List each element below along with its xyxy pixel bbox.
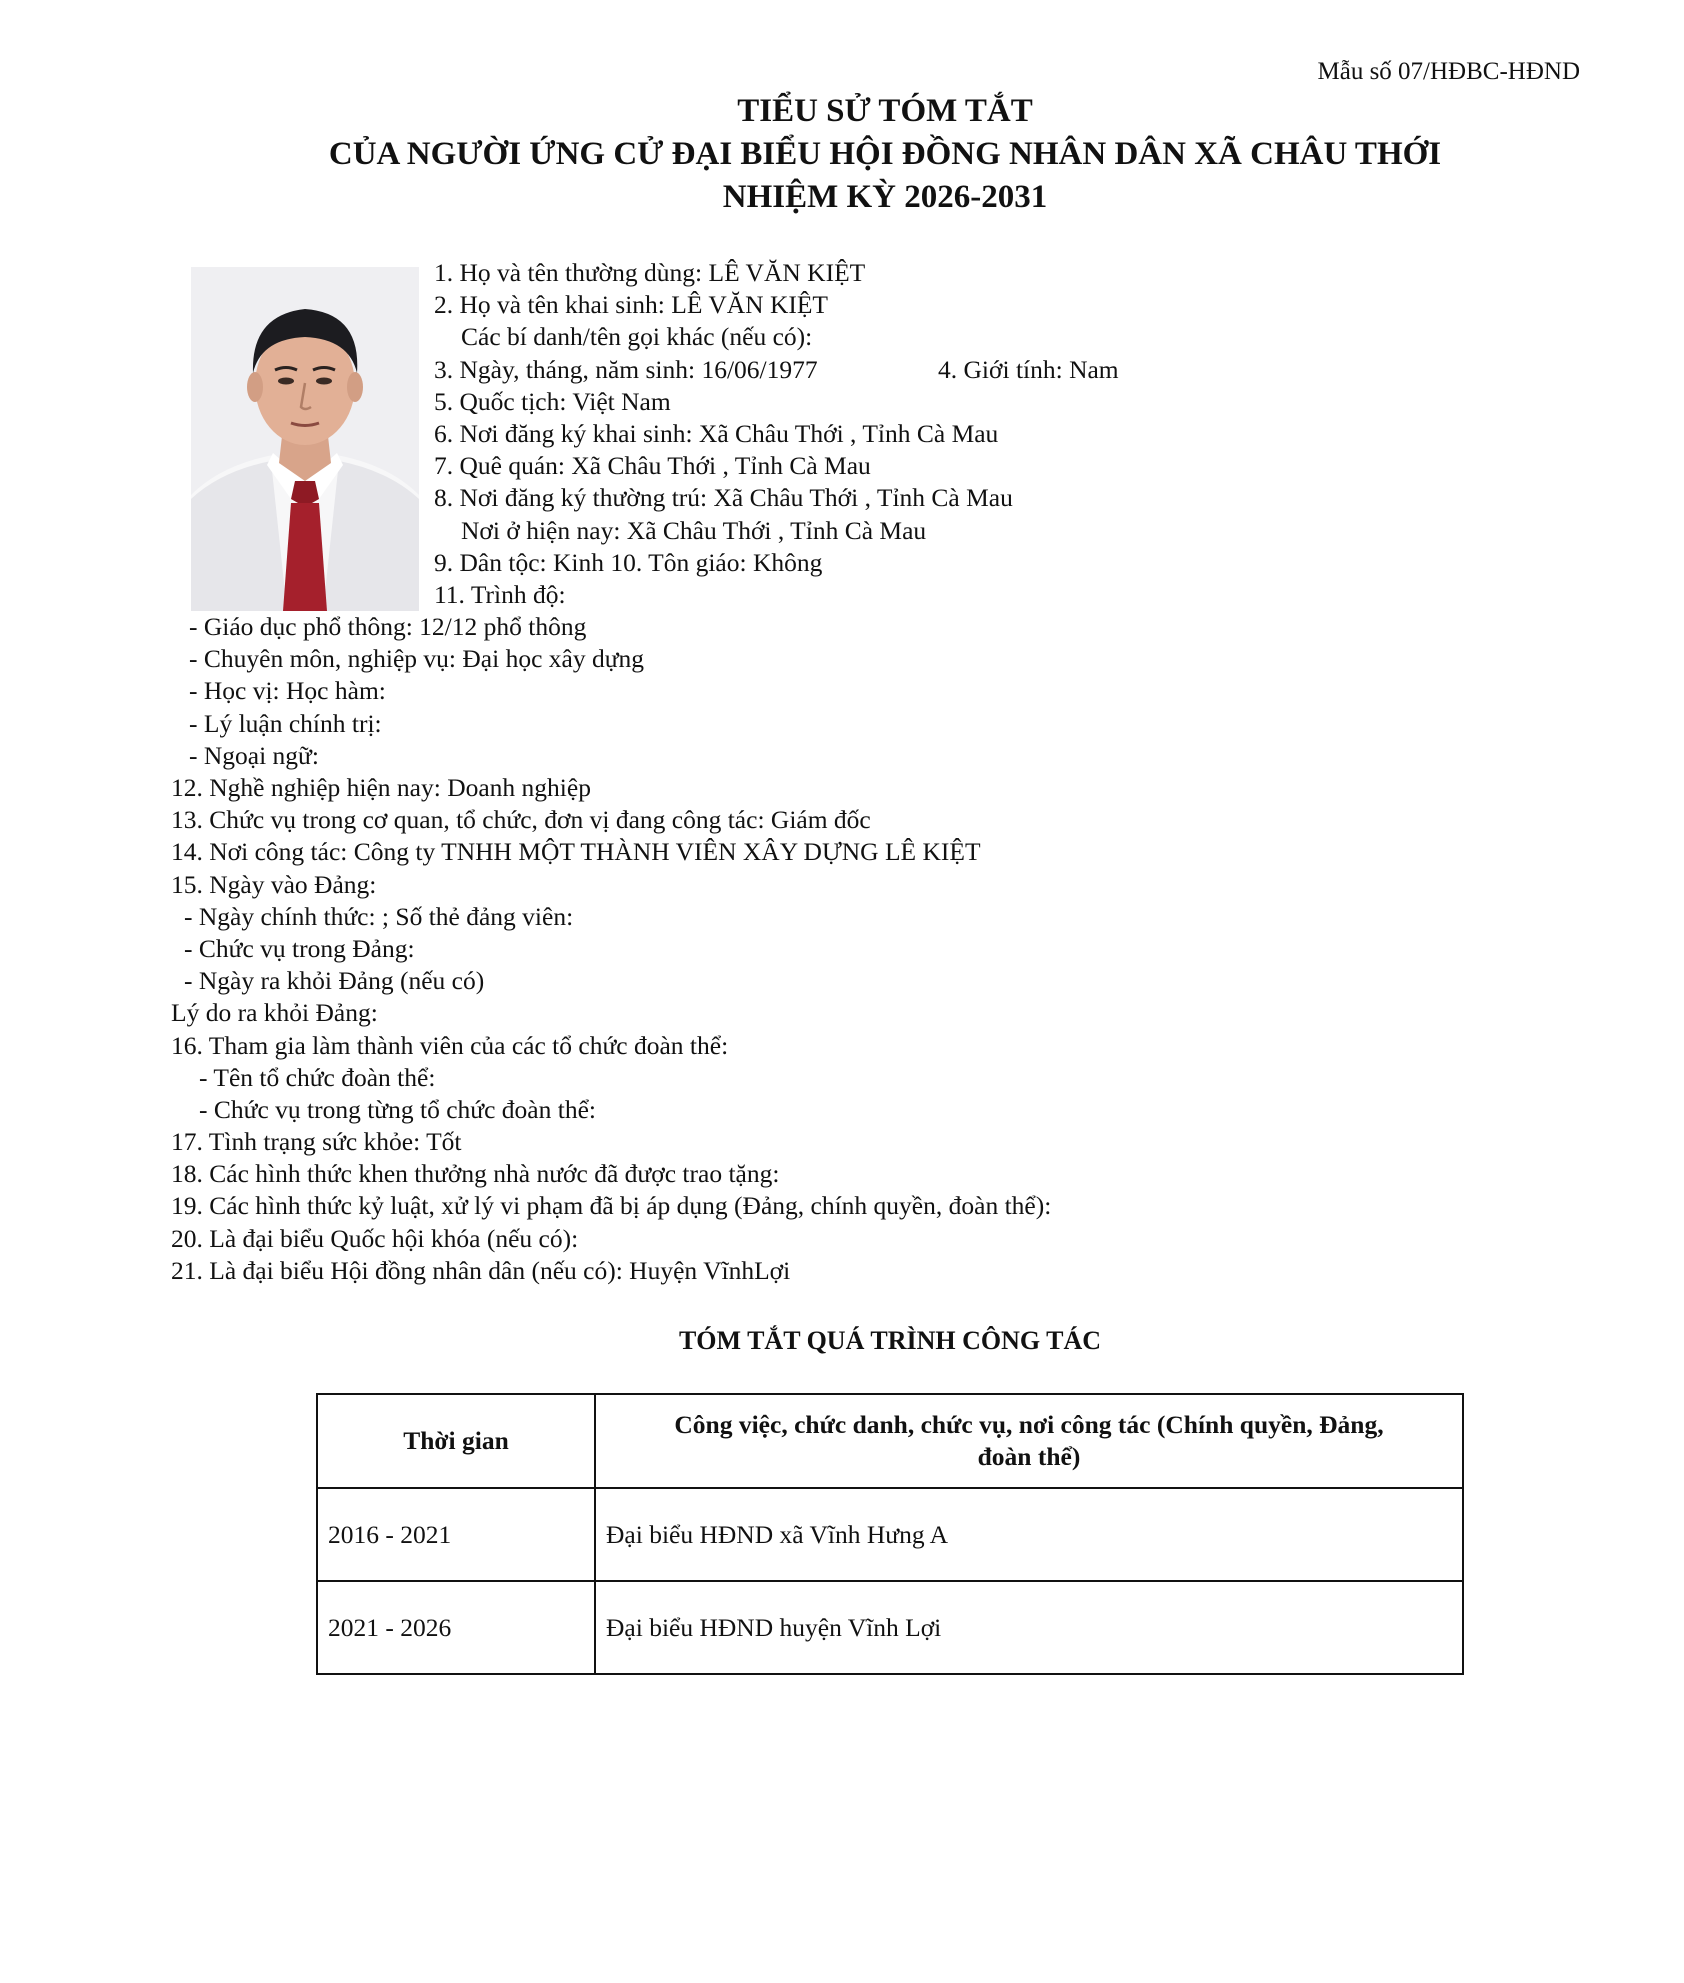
row-time: 2016 - 2021 (317, 1488, 595, 1581)
field-mass-organizations: 16. Tham gia làm thành viên của các tổ chức đoàn thể: (171, 1031, 729, 1060)
portrait-image (191, 267, 419, 611)
field-workplace: 14. Nơi công tác: Công ty TNHH MỘT THÀNH VIÊN XÂY DỰNG LÊ KIỆT (171, 837, 981, 866)
field-national-assembly: 20. Là đại biểu Quốc hội khóa (nếu có): (171, 1224, 579, 1253)
row-role: Đại biểu HĐND huyện Vĩnh Lợi (595, 1581, 1463, 1674)
field-occupation: 12. Nghề nghiệp hiện nay: Doanh nghiệp (171, 773, 591, 802)
field-hometown: 7. Quê quán: Xã Châu Thới , Tỉnh Cà Mau (434, 451, 871, 480)
field-organization-position: - Chức vụ trong từng tổ chức đoàn thể: (199, 1095, 596, 1124)
field-current-residence: Nơi ở hiện nay: Xã Châu Thới , Tỉnh Cà Mau (461, 516, 927, 545)
title-line-3: NHIỆM KỲ 2026-2031 (722, 179, 1048, 215)
field-education-level: 11. Trình độ: (434, 580, 566, 609)
header-role-line-2: đoàn thể) (977, 1442, 1081, 1471)
row-role: Đại biểu HĐND xã Vĩnh Hưng A (595, 1488, 1463, 1581)
field-foreign-language: - Ngoại ngữ: (189, 741, 319, 770)
field-ethnicity-religion: 9. Dân tộc: Kinh 10. Tôn giáo: Không (434, 548, 823, 577)
field-party-leave-reason: Lý do ra khỏi Đảng: (171, 998, 378, 1027)
field-awards: 18. Các hình thức khen thưởng nhà nước đã được trao tặng: (171, 1159, 780, 1188)
field-nationality: 5. Quốc tịch: Việt Nam (434, 387, 671, 416)
field-health-status: 17. Tình trạng sức khỏe: Tốt (171, 1127, 462, 1156)
field-party-join-date: 15. Ngày vào Đảng: (171, 870, 377, 899)
field-academic-degree: - Học vị: Học hàm: (189, 676, 386, 705)
field-common-name: 1. Họ và tên thường dùng: LÊ VĂN KIỆT (434, 258, 866, 287)
field-party-position: - Chức vụ trong Đảng: (184, 934, 415, 963)
table-row (317, 1488, 1463, 1581)
field-gender: 4. Giới tính: Nam (938, 355, 1119, 384)
document-title (0, 90, 1684, 219)
table-header-row (317, 1394, 1463, 1488)
work-history-title: TÓM TẮT QUÁ TRÌNH CÔNG TÁC (678, 1326, 1102, 1355)
field-aliases: Các bí danh/tên gọi khác (nếu có): (461, 322, 813, 351)
field-specialty: - Chuyên môn, nghiệp vụ: Đại học xây dựng (189, 644, 645, 673)
field-general-education: - Giáo dục phổ thông: 12/12 phổ thông (189, 612, 587, 641)
header-time: Thời gian (317, 1394, 595, 1488)
table-row (317, 1581, 1463, 1674)
form-code: Mẫu số 07/HĐBC-HĐND (1317, 58, 1580, 85)
header-role (595, 1394, 1463, 1488)
field-peoples-council: 21. Là đại biểu Hội đồng nhân dân (nếu có): Huyện VĩnhLợi (171, 1256, 791, 1285)
field-date-of-birth: 3. Ngày, tháng, năm sinh: 16/06/1977 (434, 355, 818, 384)
title-line-2: CỦA NGƯỜI ỨNG CỬ ĐẠI BIỂU HỘI ĐỒNG NHÂN DÂN XÃ CHÂU THỚI (328, 136, 1442, 172)
field-organization-name: - Tên tổ chức đoàn thể: (199, 1063, 436, 1092)
field-birth-name: 2. Họ và tên khai sinh: LÊ VĂN KIỆT (434, 290, 829, 319)
field-party-official-date: - Ngày chính thức: ; Số thẻ đảng viên: (184, 902, 574, 931)
candidate-photo (191, 267, 419, 611)
field-permanent-residence: 8. Nơi đăng ký thường trú: Xã Châu Thới , Tỉnh Cà Mau (434, 483, 1013, 512)
work-history-table (316, 1393, 1464, 1675)
field-political-theory: - Lý luận chính trị: (189, 709, 382, 738)
field-birth-registration: 6. Nơi đăng ký khai sinh: Xã Châu Thới , Tỉnh Cà Mau (434, 419, 999, 448)
header-role-line-1: Công việc, chức danh, chức vụ, nơi công tác (Chính quyền, Đảng, (674, 1410, 1384, 1439)
field-position: 13. Chức vụ trong cơ quan, tổ chức, đơn vị đang công tác: Giám đốc (171, 805, 871, 834)
field-disciplinary: 19. Các hình thức kỷ luật, xử lý vi phạm đã bị áp dụng (Đảng, chính quyền, đoàn thể): (171, 1191, 1052, 1220)
title-line-1: TIỂU SỬ TÓM TẮT (737, 93, 1033, 129)
row-time: 2021 - 2026 (317, 1581, 595, 1674)
field-party-leave-date: - Ngày ra khỏi Đảng (nếu có) (184, 966, 485, 995)
